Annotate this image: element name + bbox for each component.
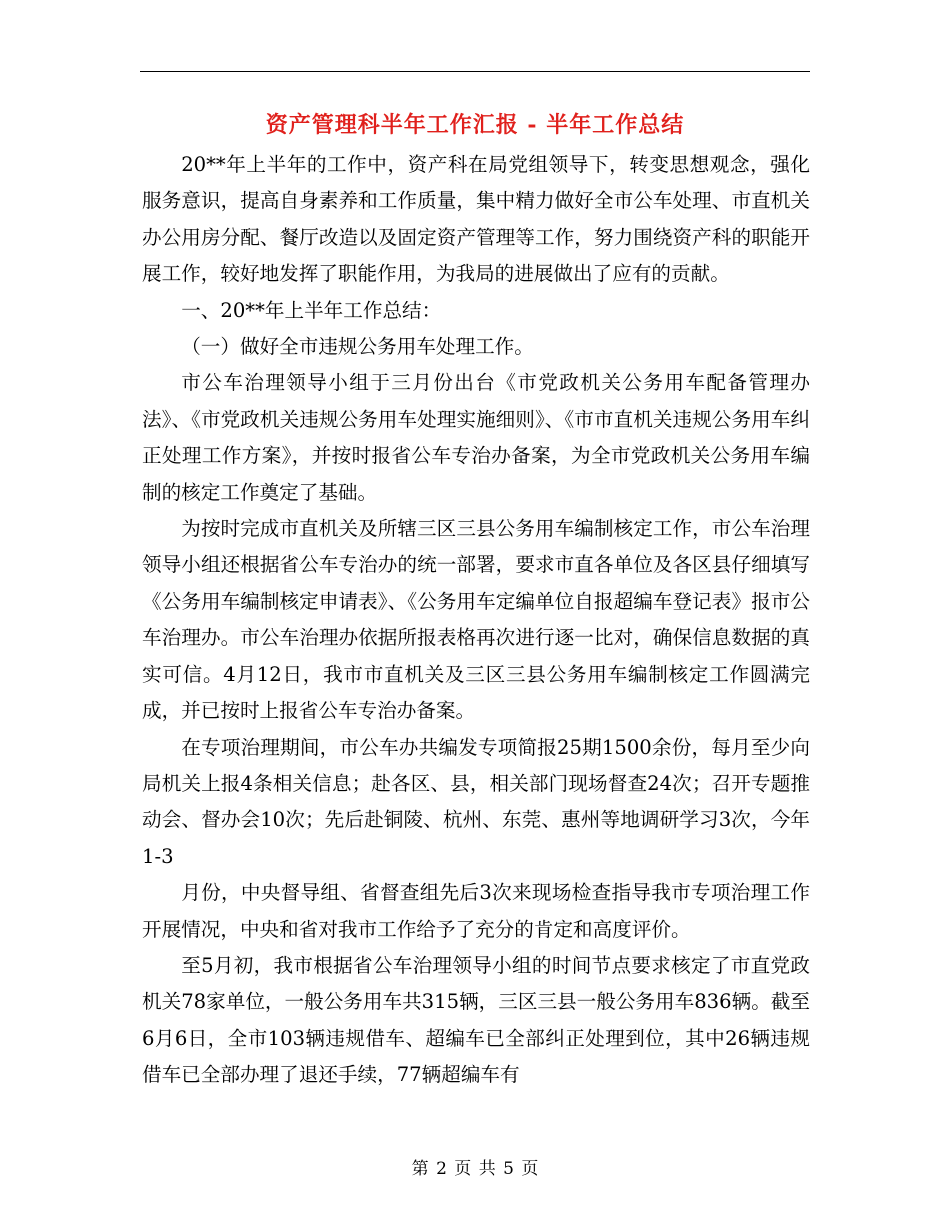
subsection-heading: （一）做好全市违规公务用车处理工作。 xyxy=(181,335,534,359)
paragraph-intro: 20**年上半年的工作中，资产科在局党组领导下，转变思想观念，强化服务意识，提高自身素养和工作质量，集中精力做好全市公车处理、市直机关办公用房分配、餐厅改造以及固定资产管理等工作，努力围绕资产科的职能开展工作，较好地发挥了职能作用，为我局的进展做出了应有的贡献。 xyxy=(142,153,810,286)
document-title: 资产管理科半年工作汇报 - 半年工作总结 xyxy=(265,112,685,138)
paragraph-regulations: 市公车治理领导小组于三月份出台《市党政机关公务用车配备管理办法》、《市党政机关违规公务用车处理实施细则》、《市市直机关违规公务用车纠正处理工作方案》，并按时报省公车专治办备案，为全市党政机关公务用车编制的核定工作奠定了基础。 xyxy=(142,371,810,504)
paragraph-verification: 为按时完成市直机关及所辖三区三县公务用车编制核定工作，市公车治理领导小组还根据省公车专治办的统一部署，要求市直各单位及各区县仔细填写《公务用车编制核定申请表》、《公务用车定编单位自报超编车登记表》报市公车治理办。市公车治理办依据所报表格再次进行逐一比对，确保信息数据的真实可信。4月12日，我市市直机关及三区三县公务用车编制核定工作圆满完成，并已按时上报省公车专治办备案。 xyxy=(142,517,810,723)
page-number-footer: 第 2 页 共 5 页 xyxy=(411,1159,539,1179)
document-body xyxy=(142,147,810,1094)
paragraph-results: 至5月初，我市根据省公车治理领导小组的时间节点要求核定了市直党政机关78家单位，一般公务用车共315辆，三区三县一般公务用车836辆。截至6月6日，全市103辆违规借车、超编车已全部纠正处理到位，其中26辆违规借车已全部办理了退还手续，77辆超编车有 xyxy=(142,953,810,1087)
paragraph-supervision: 在专项治理期间，市公车办共编发专项简报25期1500余份，每月至少向局机关上报4条相关信息；赴各区、县，相关部门现场督查24次；召开专题推动会、督办会10次；先后赴铜陵、杭州、东莞、惠州等地调研学习3次，今年1-3 xyxy=(142,735,810,868)
section-heading: 一、20**年上半年工作总结： xyxy=(181,298,442,322)
paragraph-inspection: 月份，中央督导组、省督查组先后3次来现场检查指导我市专项治理工作开展情况，中央和省对我市工作给予了充分的肯定和高度评价。 xyxy=(142,881,810,941)
header-rule xyxy=(140,71,810,72)
